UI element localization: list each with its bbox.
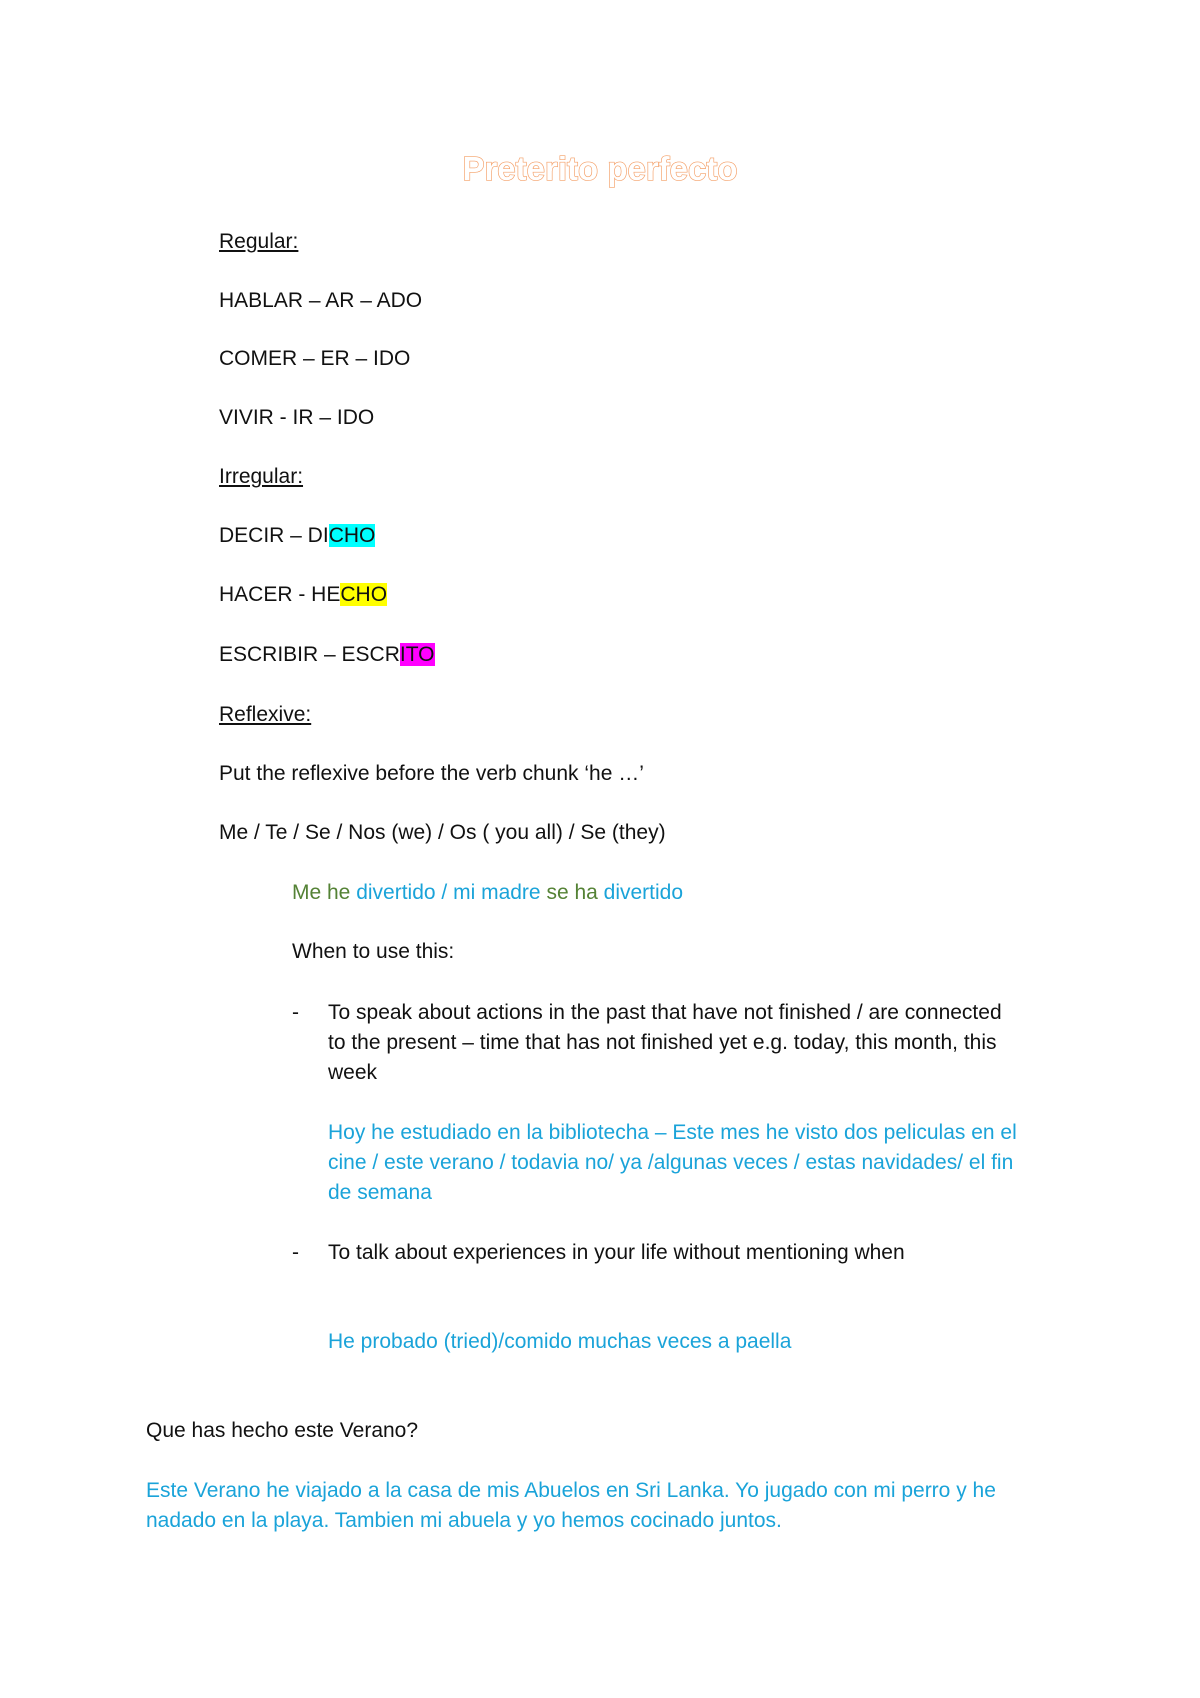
- bullet-line: To talk about experiences in your life without mentioning when: [328, 1241, 905, 1264]
- regular-row-comer: COMER – ER – IDO: [219, 347, 411, 370]
- reflexive-instruction: Put the reflexive before the verb chunk ‘he …’: [219, 762, 644, 785]
- bullet-line: week: [328, 1061, 378, 1084]
- reflexive-example-part: se ha: [546, 881, 598, 904]
- reflexive-example-part: divertido: [597, 881, 684, 904]
- usage-bullet-1-example: [328, 1118, 1017, 1208]
- bullet-line: to the present – time that has not finished yet e.g. today, this month, this: [328, 1031, 997, 1054]
- example-line: cine / este verano / todavia no/ ya /algunas veces / estas navidades/ el fin: [328, 1151, 1014, 1174]
- example-line: Hoy he estudiado en la bibliotecha – Este mes he visto dos peliculas en el: [328, 1121, 1017, 1144]
- reflexive-example-part: Me he: [292, 881, 351, 904]
- bullet-line: To speak about actions in the past that have not finished / are connected: [328, 1001, 1002, 1024]
- bullet-marker: -: [292, 1241, 299, 1264]
- reflexive-example-part: divertido / mi madre: [350, 881, 547, 904]
- irregular-row-highlight: CHO: [328, 524, 376, 547]
- usage-bullet-2-example: [328, 1327, 791, 1357]
- example-line: de semana: [328, 1181, 432, 1204]
- reflexive-example: [292, 878, 683, 908]
- irregular-row-decir: [219, 521, 375, 551]
- question: Que has hecho este Verano?: [146, 1419, 419, 1442]
- page-title: Preterito perfecto: [462, 150, 738, 187]
- usage-bullet-1: [328, 998, 1002, 1088]
- regular-heading: Regular:: [219, 230, 299, 253]
- answer-line: Este Verano he viajado a la casa de mis Abuelos en Sri Lanka. Yo jugado con mi perro y he: [146, 1479, 996, 1502]
- irregular-row-highlight: ITO: [399, 643, 435, 666]
- bullet-marker: -: [292, 1001, 299, 1024]
- irregular-row-prefix: HACER - HE: [219, 583, 341, 606]
- reflexive-pronouns: Me / Te / Se / Nos (we) / Os ( you all) / Se (they): [219, 821, 666, 844]
- regular-row-hablar: HABLAR – AR – ADO: [219, 289, 423, 312]
- irregular-heading: Irregular:: [219, 465, 304, 488]
- irregular-row-prefix: ESCRIBIR – ESCR: [219, 643, 400, 666]
- irregular-row-hacer: [219, 580, 387, 610]
- irregular-row-highlight: CHO: [340, 583, 388, 606]
- answer-line: nadado en la playa. Tambien mi abuela y yo hemos cocinado juntos.: [146, 1509, 782, 1532]
- usage-bullet-2: [328, 1238, 905, 1268]
- example-line: He probado (tried)/comido muchas veces a paella: [328, 1330, 792, 1353]
- usage-heading: When to use this:: [292, 940, 455, 963]
- irregular-row-prefix: DECIR – DI: [219, 524, 329, 547]
- regular-row-vivir: VIVIR - IR – IDO: [219, 406, 375, 429]
- irregular-row-escribir: [219, 640, 435, 670]
- answer: [146, 1476, 996, 1536]
- reflexive-heading: Reflexive:: [219, 703, 312, 726]
